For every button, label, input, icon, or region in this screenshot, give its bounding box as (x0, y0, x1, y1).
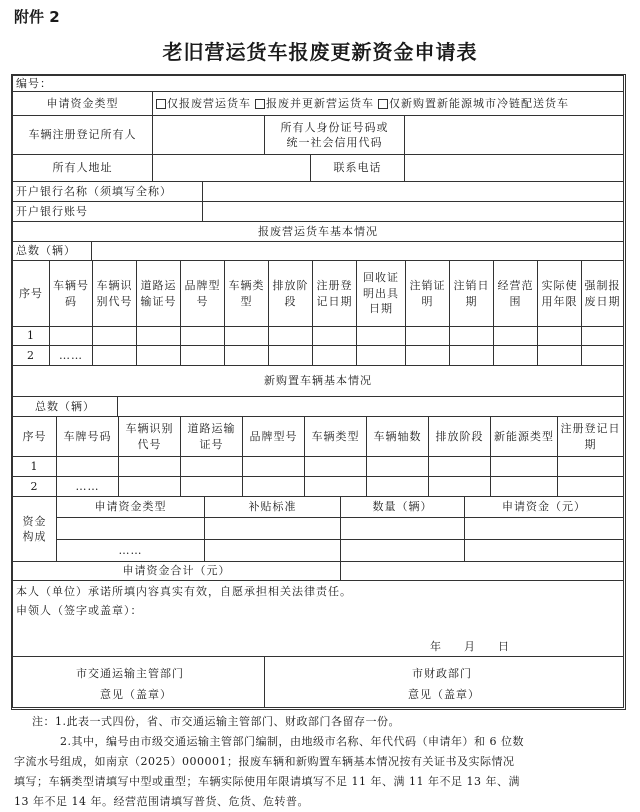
note-line: 填写；车辆类型请填写中型或重型；车辆实际使用年限请填写不足 11 年、满 11 年不足 13 年、满 (14, 775, 520, 788)
note-line: 注：1.此表一式四份，省、市交通运输主管部门、财政部门各留存一份。 (32, 715, 400, 728)
scrap-cell[interactable] (537, 326, 582, 346)
scrap-ellipsis: …… (49, 345, 93, 366)
new-cell[interactable] (180, 456, 243, 477)
new-cell[interactable] (118, 476, 181, 497)
scrap-col-header: 车辆类型 (224, 260, 269, 327)
scrap-col-header: 注销日期 (449, 260, 494, 327)
scrap-cell[interactable] (312, 326, 357, 346)
fund-comp-cell[interactable] (204, 539, 341, 562)
fund-comp-header: 补贴标准 (204, 496, 341, 518)
new-cell[interactable] (490, 476, 558, 497)
form-title: 老旧营运货车报废更新资金申请表 (162, 40, 478, 64)
declaration-text: 本人（单位）承诺所填内容真实有效，自愿承担相关法律责任。 (16, 585, 352, 598)
fund-total-label: 申请资金合计（元） (12, 561, 341, 581)
fund-comp-header: 申请资金类型 (56, 496, 205, 518)
new-cell[interactable] (557, 456, 624, 477)
scrap-cell[interactable] (224, 345, 269, 366)
bank-account-label: 开户银行账号 (12, 201, 203, 222)
fund-comp-cell[interactable] (56, 517, 205, 540)
new-cell[interactable] (428, 456, 491, 477)
new-col-header: 车牌号码 (56, 416, 119, 457)
new-cell[interactable] (180, 476, 243, 497)
note-line: 字流水号组成，如南京（2025）000001；报废车辆和新购置车辆基本情况按有关证书及实际情况 (14, 755, 515, 768)
form-notes (14, 712, 626, 812)
scrap-cell[interactable] (268, 345, 313, 366)
fund-type-label: 申请资金类型 (12, 91, 153, 116)
new-cell[interactable] (557, 476, 624, 497)
fund-total-field[interactable] (340, 561, 624, 581)
scrap-cell[interactable] (312, 345, 357, 366)
scrap-col-header: 车辆号码 (49, 260, 93, 327)
new-col-header: 注册登记日期 (557, 416, 624, 457)
scrap-cell[interactable] (449, 345, 494, 366)
scrap-col-header: 回收证明出具日期 (356, 260, 406, 327)
new-row-index: 2 (12, 476, 57, 497)
new-col-header: 品牌型号 (242, 416, 305, 457)
fund-option-scrap-only[interactable]: 仅报废营运货车 (156, 96, 251, 111)
transport-dept-label: 市交通运输主管部门 (76, 667, 184, 680)
scrap-col-header: 实际使用年限 (537, 260, 582, 327)
new-col-header: 车辆识别代号 (118, 416, 181, 457)
new-col-header: 序号 (12, 416, 57, 457)
attachment-label: 附件 2 (14, 8, 60, 26)
application-form-table (11, 74, 626, 710)
fund-comp-cell[interactable] (204, 517, 341, 540)
new-cell[interactable] (304, 456, 367, 477)
scrap-total-label: 总数（辆） (12, 241, 92, 261)
scrap-cell[interactable] (92, 326, 137, 346)
scrap-cell[interactable] (581, 345, 624, 366)
fund-comp-header: 数量（辆） (340, 496, 465, 518)
date-month: 月 (464, 640, 476, 653)
fund-type-options (152, 91, 624, 116)
owner-address-label: 所有人地址 (12, 154, 153, 182)
scrap-cell[interactable] (449, 326, 494, 346)
scrap-cell[interactable] (356, 345, 406, 366)
fund-comp-header: 申请资金（元） (464, 496, 624, 518)
reg-owner-label: 车辆注册登记所有人 (12, 115, 153, 155)
scrap-cell[interactable] (405, 345, 450, 366)
date-day: 日 (498, 640, 510, 653)
scrap-col-header: 序号 (12, 260, 50, 327)
new-cell[interactable] (242, 476, 305, 497)
new-cell[interactable] (366, 476, 429, 497)
scrap-col-header: 车辆识别代号 (92, 260, 137, 327)
new-col-header: 车辆类型 (304, 416, 367, 457)
scrap-row-index: 1 (12, 326, 50, 346)
phone-label: 联系电话 (310, 154, 405, 182)
new-cell[interactable] (366, 456, 429, 477)
checkbox-icon[interactable] (156, 99, 166, 109)
phone-field[interactable] (404, 154, 624, 182)
scrap-col-header: 注销证明 (405, 260, 450, 327)
scrap-row-index: 2 (12, 345, 50, 366)
note-line: 13 年不足 14 年。经营范围请填写普货、危货、危转普。 (14, 795, 309, 808)
serial-label: 编号： (16, 76, 52, 90)
fund-comp-ellipsis: …… (56, 539, 205, 562)
scrap-cell[interactable] (405, 326, 450, 346)
new-cell[interactable] (490, 456, 558, 477)
date-year: 年 (430, 640, 442, 653)
fund-comp-cell[interactable] (464, 517, 624, 540)
scrap-cell[interactable] (537, 345, 582, 366)
scrap-cell[interactable] (493, 326, 538, 346)
scrap-section-title: 报废营运货车基本情况 (12, 221, 624, 242)
fund-composition-label: 资金构成 (12, 496, 57, 562)
scrap-cell[interactable] (493, 345, 538, 366)
scrap-cell[interactable] (224, 326, 269, 346)
scrap-cell[interactable] (180, 345, 225, 366)
checkbox-icon[interactable] (255, 99, 265, 109)
scrap-col-header: 道路运输证号 (136, 260, 181, 327)
scrap-cell[interactable] (136, 345, 181, 366)
new-ellipsis: …… (56, 476, 119, 497)
bank-name-field[interactable] (202, 181, 624, 202)
fund-comp-cell[interactable] (464, 539, 624, 562)
new-row-index: 1 (12, 456, 57, 477)
finance-seal-label: 意见（盖章） (408, 688, 480, 701)
scrap-col-header: 排放阶段 (268, 260, 313, 327)
new-cell[interactable] (56, 456, 119, 477)
new-total-label: 总数（辆） (12, 396, 118, 417)
new-col-header: 新能源类型 (490, 416, 558, 457)
owner-id-field[interactable] (404, 115, 624, 155)
fund-option-scrap-and-renew[interactable]: 报废并更新营运货车 (255, 96, 374, 111)
fund-comp-cell[interactable] (340, 539, 465, 562)
fund-option-new-energy-only[interactable]: 仅新购置新能源城市冷链配送货车 (378, 96, 569, 111)
scrap-cell[interactable] (581, 326, 624, 346)
scrap-cell[interactable] (49, 326, 93, 346)
fund-comp-cell[interactable] (340, 517, 465, 540)
scrap-cell[interactable] (268, 326, 313, 346)
new-cell[interactable] (304, 476, 367, 497)
transport-seal-label: 意见（盖章） (100, 688, 172, 701)
new-cell[interactable] (242, 456, 305, 477)
new-col-header: 道路运输证号 (180, 416, 243, 457)
applicant-label[interactable]: 申领人（签字或盖章）： (16, 604, 143, 617)
new-cell[interactable] (428, 476, 491, 497)
finance-dept-label: 市财政部门 (412, 667, 472, 680)
new-cell[interactable] (118, 456, 181, 477)
new-total-field[interactable] (117, 396, 624, 417)
scrap-col-header: 强制报废日期 (581, 260, 624, 327)
scrap-total-field[interactable] (91, 241, 624, 261)
scrap-cell[interactable] (136, 326, 181, 346)
scrap-cell[interactable] (92, 345, 137, 366)
owner-address-field[interactable] (152, 154, 311, 182)
scrap-col-header: 注册登记日期 (312, 260, 357, 327)
scrap-cell[interactable] (180, 326, 225, 346)
new-col-header: 排放阶段 (428, 416, 491, 457)
bank-account-field[interactable] (202, 201, 624, 222)
reg-owner-field[interactable] (152, 115, 265, 155)
owner-id-label: 所有人身份证号码或 统一社会信用代码 (264, 115, 405, 155)
scrap-cell[interactable] (356, 326, 406, 346)
note-line: 2.其中，编号由市级交通运输主管部门编制，由地级市名称、年代代码（申请年）和 6 位数 (60, 735, 524, 748)
bank-name-label: 开户银行名称（须填写全称） (12, 181, 203, 202)
scrap-col-header: 经营范围 (493, 260, 538, 327)
serial-number-row (12, 75, 624, 92)
new-section-title: 新购置车辆基本情况 (12, 365, 624, 397)
checkbox-icon[interactable] (378, 99, 388, 109)
scrap-col-header: 品牌型号 (180, 260, 225, 327)
new-col-header: 车辆轴数 (366, 416, 429, 457)
